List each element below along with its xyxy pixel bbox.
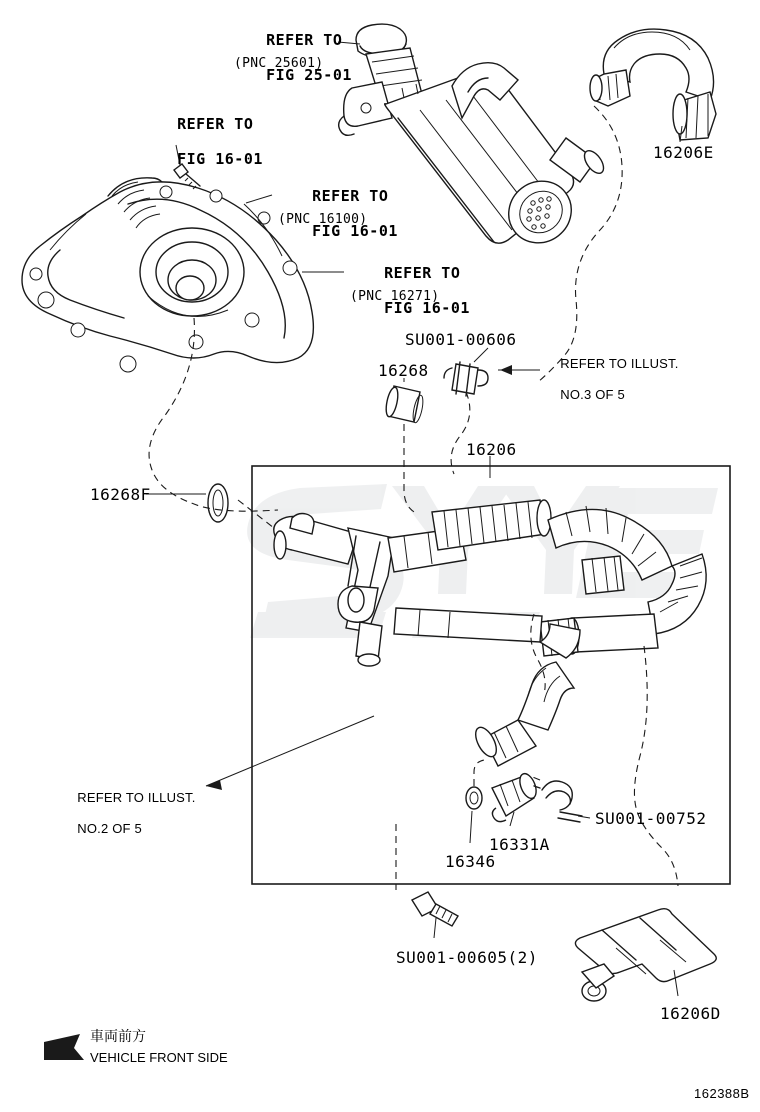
part-label-su001-00752: SU001-00752 [595,809,707,828]
part-label-16206D: 16206D [660,1004,721,1023]
part-label-su001-00605: SU001-00605(2) [396,948,538,967]
part-label-16268F: 16268F [90,485,151,504]
refer-fig-25-01-pnc: (PNC 25601) [234,56,324,71]
part-label-su001-00606: SU001-00606 [405,330,517,349]
refer-illust-no3: REFER TO ILLUST. NO.3 OF 5 [560,356,679,402]
sleeve-16268 [384,386,425,424]
refer-fig-16-01-c: REFER TO FIG 16-01 [384,263,470,318]
bracket-16206D [575,909,716,1001]
refer-fig-16-01-c-pnc: (PNC 16271) [350,289,440,304]
vehicle-front-label-en: VEHICLE FRONT SIDE [90,1050,228,1065]
part-label-16268: 16268 [378,361,429,380]
hose-16206E [590,29,716,140]
part-label-16206: 16206 [466,440,517,459]
refer-illust-no2: REFER TO ILLUST. NO.2 OF 5 [77,790,196,836]
bolt-SU001-00605 [412,892,458,926]
refer-fig-16-01-a: REFER TO FIG 16-01 [177,114,263,169]
clamp-SU001-00606 [444,362,488,396]
refer-fig-25-01: REFER TO FIG 25-01 [266,30,352,85]
connector-16331A [492,771,539,821]
part-label-16346: 16346 [445,852,496,871]
diagram-code: 162388B [694,1086,750,1101]
vehicle-front-label-jp: 車両前方 [90,1029,146,1045]
refer-fig-16-01-b: REFER TO FIG 16-01 [312,186,398,241]
refer-fig-16-01-b-pnc: (PNC 16100) [278,212,368,227]
vehicle-front-arrow [44,1034,84,1060]
part-label-16331A: 16331A [489,835,550,854]
oring-16268F [208,484,228,522]
part-label-16206E: 16206E [653,143,714,162]
oring-16346 [466,787,482,809]
clip-SU001-00752 [534,781,582,822]
